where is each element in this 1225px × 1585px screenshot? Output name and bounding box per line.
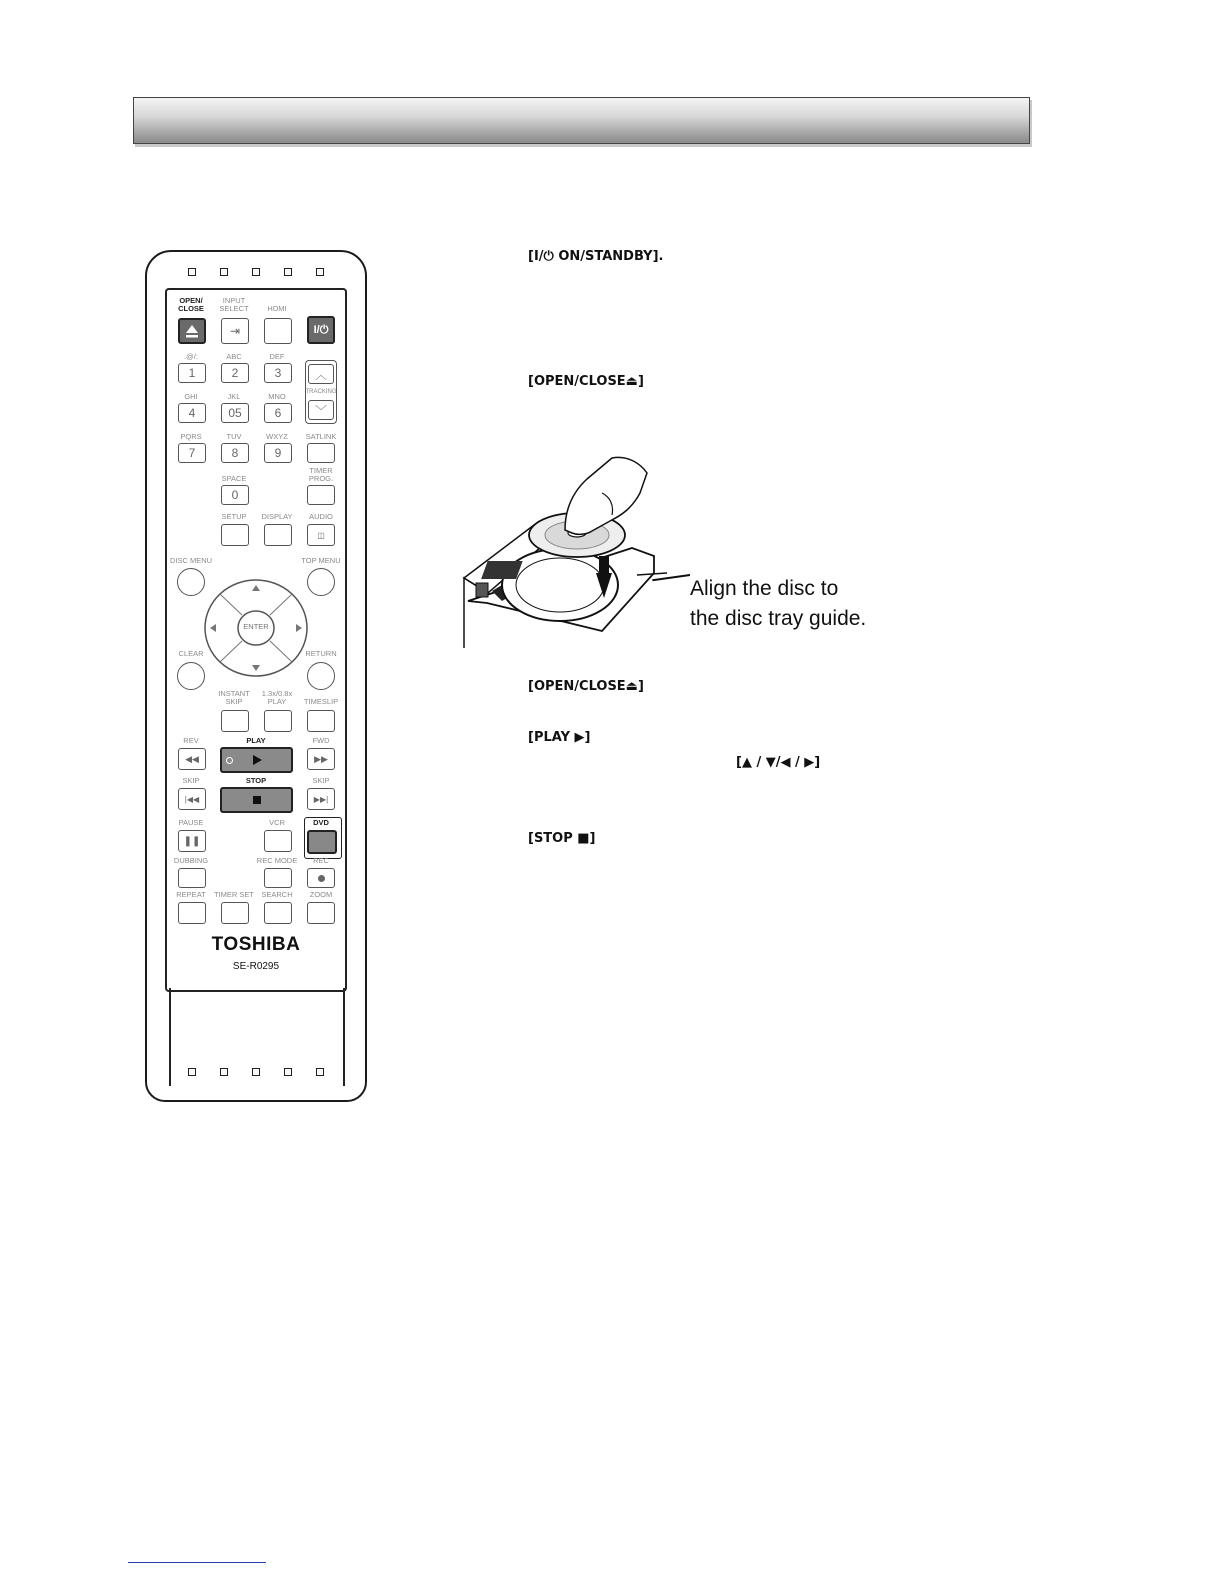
rec-mode-button[interactable] — [264, 868, 292, 888]
key2-letters: ABC — [226, 352, 242, 361]
timer-prog-button[interactable] — [307, 485, 335, 505]
clear-label: CLEAR — [178, 649, 204, 658]
skip-back-label: SKIP — [182, 776, 200, 785]
timer-set-label: TIMER SET — [213, 890, 254, 899]
chevron-up-icon: ︿ — [314, 367, 327, 382]
setup-label: SETUP — [221, 512, 247, 521]
stop-button[interactable] — [220, 787, 293, 813]
key-6[interactable]: 6 — [264, 403, 292, 423]
space-label: SPACE — [221, 474, 247, 483]
timeslip-button[interactable] — [307, 710, 335, 732]
instant-skip-label: INSTANT SKIP — [218, 689, 250, 706]
timer-set-button[interactable] — [221, 902, 249, 924]
speed-play-label: 1.3x/0.8x PLAY — [261, 689, 293, 706]
input-icon: ⇥ — [229, 324, 241, 338]
top-menu-label: TOP MENU — [301, 556, 341, 565]
disc-guide-caption: Align the disc to the disc tray guide. — [690, 577, 867, 630]
remote-top-dots — [145, 268, 367, 276]
play-icon — [251, 754, 263, 766]
channel-rocker[interactable] — [305, 360, 337, 424]
power-button[interactable] — [307, 316, 335, 344]
disc-tray-illustration — [462, 453, 667, 653]
rewind-icon: ◀◀ — [185, 753, 199, 764]
pause-button[interactable] — [178, 830, 206, 852]
key-7[interactable]: 7 — [178, 443, 206, 463]
repeat-label: REPEAT — [176, 890, 206, 899]
skip-back-button[interactable] — [178, 788, 206, 810]
cursor-buttons-label: [▲ / ▼/◀ / ▶] — [736, 755, 821, 770]
display-label: DISPLAY — [261, 512, 293, 521]
section-title-bar — [133, 97, 1030, 144]
key-3[interactable]: 3 — [264, 363, 292, 383]
key3-letters: DEF — [269, 352, 285, 361]
dubbing-label: DUBBING — [173, 856, 209, 865]
step-open-label: [OPEN/CLOSE⏏] — [528, 374, 644, 389]
chevron-down-icon: ﹀ — [314, 403, 327, 418]
key-9[interactable]: 9 — [264, 443, 292, 463]
top-menu-button[interactable] — [307, 568, 335, 596]
disc-menu-label: DISC MENU — [169, 556, 213, 565]
clear-button[interactable] — [177, 662, 205, 690]
key5-letters: JKL — [227, 392, 241, 401]
step-stop-label: [STOP ■] — [528, 831, 596, 846]
key-8[interactable]: 8 — [221, 443, 249, 463]
timer-prog-label: TIMER PROG. — [308, 466, 334, 483]
key8-letters: TUV — [226, 432, 242, 441]
key-4[interactable]: 4 — [178, 403, 206, 423]
skip-back-icon: |◀◀ — [184, 794, 200, 804]
display-button[interactable] — [264, 524, 292, 546]
input-select-button[interactable] — [221, 318, 249, 344]
key-5[interactable]: 05 — [221, 403, 249, 423]
fast-forward-icon: ▶▶ — [314, 753, 328, 764]
zoom-label: ZOOM — [309, 890, 333, 899]
rec-mode-label: REC MODE — [256, 856, 298, 865]
key4-letters: GHI — [184, 392, 198, 401]
skip-fwd-label: SKIP — [312, 776, 330, 785]
stop-icon — [252, 795, 262, 805]
pause-label: PAUSE — [178, 818, 204, 827]
dvd-label: DVD — [313, 818, 329, 827]
rec-button[interactable] — [307, 868, 335, 888]
return-button[interactable] — [307, 662, 335, 690]
setup-button[interactable] — [221, 524, 249, 546]
brand-logo: TOSHIBA — [211, 934, 301, 955]
step-play-label: [PLAY ▶] — [528, 730, 591, 745]
vcr-label: VCR — [269, 818, 285, 827]
skip-fwd-button[interactable] — [307, 788, 335, 810]
disc-menu-button[interactable] — [177, 568, 205, 596]
tracking-label: TRACKING — [305, 389, 337, 395]
play-led-icon — [226, 757, 233, 764]
key6-letters: MNO — [268, 392, 286, 401]
pause-icon: ❚❚ — [183, 835, 201, 847]
stop-label: STOP — [245, 776, 267, 785]
key-2[interactable]: 2 — [221, 363, 249, 383]
hdmi-label: HDMI — [267, 304, 287, 313]
channel-down-button[interactable] — [308, 400, 334, 420]
key-1[interactable]: 1 — [178, 363, 206, 383]
step-close-label: [OPEN/CLOSE⏏] — [528, 679, 644, 694]
footer-link-rule — [128, 1562, 266, 1563]
input-select-label: INPUT SELECT — [219, 296, 249, 313]
search-button[interactable] — [264, 902, 292, 924]
zoom-button[interactable] — [307, 902, 335, 924]
search-label: SEARCH — [261, 890, 293, 899]
open-close-label: OPEN/ CLOSE — [178, 296, 204, 313]
rev-button[interactable] — [178, 748, 206, 770]
remote-foot — [169, 988, 345, 1086]
dvd-button[interactable] — [307, 830, 337, 854]
open-close-button[interactable] — [178, 318, 206, 344]
play-button[interactable] — [220, 747, 293, 773]
power-icon: I/⏻ — [313, 323, 329, 336]
instant-skip-button[interactable] — [221, 710, 249, 732]
remote-control-illustration — [145, 250, 367, 1102]
skip-forward-icon: ▶▶| — [313, 794, 329, 804]
key1-letters: .@/: — [184, 352, 198, 361]
return-label: RETURN — [305, 649, 337, 658]
eject-icon — [185, 323, 199, 339]
model-number: SE-R0295 — [232, 961, 280, 972]
key-0[interactable]: 0 — [221, 485, 249, 505]
repeat-button[interactable] — [178, 902, 206, 924]
channel-up-button[interactable] — [308, 364, 334, 384]
fwd-button[interactable] — [307, 748, 335, 770]
key7-letters: PQRS — [180, 432, 202, 441]
audio-label: AUDIO — [309, 512, 333, 521]
audio-icon: ◫ — [317, 530, 325, 540]
key9-letters: WXYZ — [266, 432, 288, 441]
rev-label: REV — [183, 736, 199, 745]
dubbing-button[interactable] — [178, 868, 206, 888]
fwd-label: FWD — [312, 736, 330, 745]
vcr-button[interactable] — [264, 830, 292, 852]
satlink-button[interactable] — [307, 443, 335, 463]
satlink-label: SATLINK — [305, 432, 337, 441]
enter-button-label: ENTER — [243, 622, 269, 631]
play-label: PLAY — [246, 736, 266, 745]
audio-button[interactable] — [307, 524, 335, 546]
speed-play-button[interactable] — [264, 710, 292, 732]
record-icon — [318, 875, 325, 882]
rec-label: REC — [313, 856, 329, 865]
timeslip-label: TIMESLIP — [303, 697, 339, 706]
step-power-label: [I/⏻ ON/STANDBY]. — [528, 249, 664, 264]
hdmi-button[interactable] — [264, 318, 292, 344]
